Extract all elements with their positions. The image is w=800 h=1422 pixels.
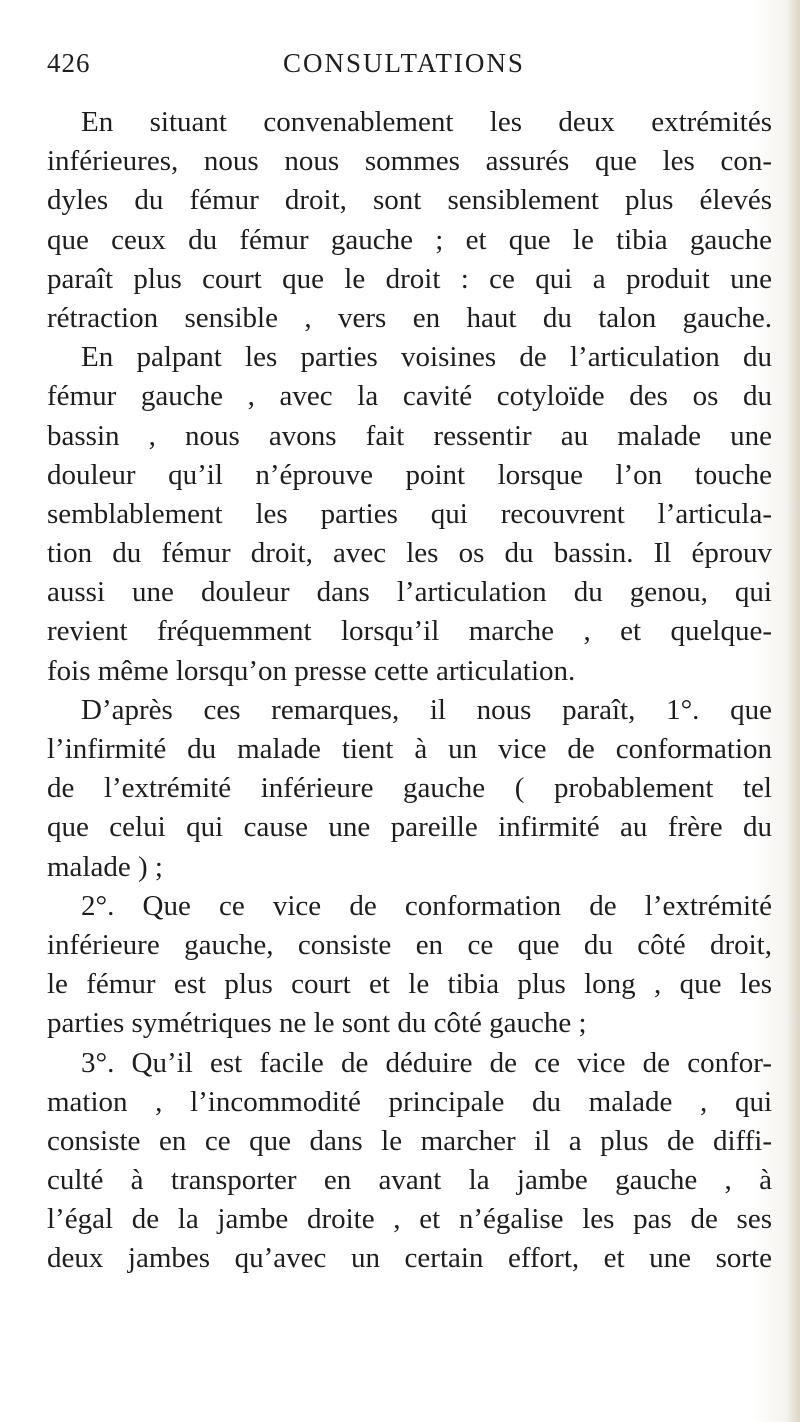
text-line: de l’extrémité inférieure gauche ( probablement tel [47,772,772,805]
text-line: l’infirmité du malade tient à un vice de conformation [47,733,772,765]
page-edge-shadow [786,0,800,1422]
text-line: fois même lorsqu’on presse cette articulation. [47,654,576,687]
text-body [47,103,772,1279]
text-line: dyles du fémur droit, sont sensiblement plus élevés [47,184,772,217]
text-line: inférieures, nous nous sommes assurés que les con- [47,145,772,178]
text-line: que ceux du fémur gauche ; et que le tibia gauche [47,223,772,256]
text-line: douleur qu’il n’éprouve point lorsque l’on touche [47,458,772,491]
text-line: revient fréquemment lorsqu’il marche , et quelque- [47,615,772,648]
running-head [47,48,747,88]
text-line: que celui qui cause une pareille infirmité au frère du [47,811,772,844]
text-line: le fémur est plus court et le tibia plus long , que les [47,968,772,1001]
text-line: fémur gauche , avec la cavité cotyloïde des os du [47,380,772,413]
text-line: D’après ces remarques, il nous paraît, 1°. que [81,693,772,726]
text-line: tion du fémur droit, avec les os du bassin. Il éprouv [47,537,772,570]
text-line: En situant convenablement les deux extrémités [81,106,772,138]
text-line: 2°. Que ce vice de conformation de l’extrémité [81,889,772,922]
text-line: paraît plus court que le droit : ce qui a produit une [47,262,772,295]
text-line: bassin , nous avons fait ressentir au malade une [47,419,772,452]
text-line: malade ) ; [47,850,163,883]
text-line: aussi une douleur dans l’articulation du genou, qui [47,576,772,609]
text-line: rétraction sensible , vers en haut du talon gauche. [47,301,772,334]
text-line: En palpant les parties voisines de l’articulation du [81,341,772,374]
page-number: 426 [47,48,91,78]
text-line: deux jambes qu’avec un certain effort, et une sorte [47,1242,772,1275]
running-title: CONSULTATIONS [283,48,525,78]
text-line: culté à transporter en avant la jambe gauche , à [47,1164,772,1197]
text-line: parties symétriques ne le sont du côté gauche ; [47,1007,587,1040]
text-line: inférieure gauche, consiste en ce que du côté droit, [47,928,772,961]
text-line: mation , l’incommodité principale du malade , qui [47,1085,772,1118]
text-line: semblablement les parties qui recouvrent l’articula- [47,497,772,530]
text-line: l’égal de la jambe droite , et n’égalise les pas de ses [47,1203,772,1236]
text-line: 3°. Qu’il est facile de déduire de ce vice de confor- [81,1046,772,1079]
text-line: consiste en ce que dans le marcher il a plus de diffi- [47,1124,772,1157]
